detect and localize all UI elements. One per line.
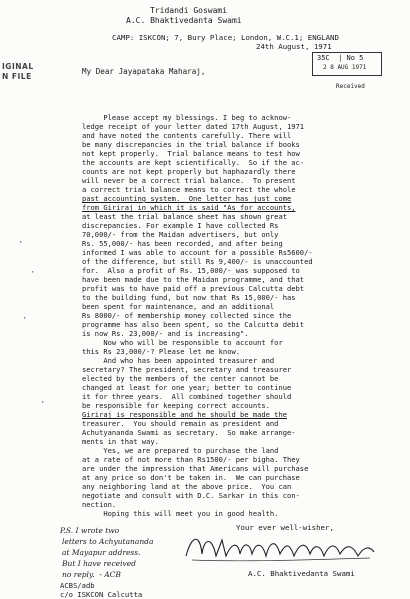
stamp-received-label: Received	[336, 83, 365, 90]
body-line: is now Rs. 23,000/- and is increasing".	[82, 329, 249, 338]
body-line: will never be a correct trial balance. To present	[82, 176, 296, 185]
margin-dot: ·	[22, 314, 28, 324]
signature-scrawl	[182, 530, 378, 564]
postscript-line: letters to Achyutananda	[62, 537, 154, 546]
body-line: nection.	[82, 500, 117, 509]
body-line: are under the impression that Americans will purchase	[82, 464, 309, 473]
margin-dot: ·	[18, 238, 24, 248]
stamp-row-2: 2 8 AUG 1971	[323, 64, 367, 71]
received-stamp	[312, 52, 382, 76]
body-line: programme has also been spent, so the Calcutta debit	[82, 320, 305, 329]
postscript-line: at Mayapur address.	[62, 548, 141, 557]
address-line: CAMP: ISKCON; 7, Bury Place; London, W.C.1; ENGLAND	[112, 33, 339, 42]
body-line: and have noted the contents carefully. There will	[82, 131, 292, 140]
body-line: Rs 8000/- of membership money collected since the	[82, 311, 292, 320]
body-line: be responsible for keeping correct accounts.	[82, 401, 270, 410]
header-line-1: Tridandi Goswami	[150, 6, 228, 15]
letter-date: 24th August, 1971	[256, 42, 332, 51]
body-line: a correct trial balance means to correct the whole	[82, 185, 296, 194]
body-line: changed at least for one year; better to continue	[82, 383, 292, 392]
body-line: Rs. 55,000/- has been recorded, and after being	[82, 239, 283, 248]
body-line: the accounts are kept scientifically. So if the ac-	[82, 158, 305, 167]
body-line: Now who will be responsible to account for	[82, 338, 283, 347]
body-line: treasurer. You should remain as president and	[82, 419, 279, 428]
margin-note-line-2: N FILE	[2, 72, 32, 81]
body-line: Achutyananda Swami as secretary. So make arrange-	[82, 428, 296, 437]
body-line: Hoping this will meet you in good health.	[82, 509, 279, 518]
body-line: informed I was able to account for a possible Rs5600/-	[82, 248, 313, 257]
margin-dot: ·	[40, 398, 46, 408]
body-line: counts are not kept properly but haphazardly there	[82, 167, 296, 176]
body-line: And who has been appointed treasurer and	[82, 356, 275, 365]
body-line: Giriraj is responsible and he should be made the	[82, 410, 287, 419]
body-line: of the difference, but still Rs 9,400/- is unaccounted	[82, 257, 313, 266]
margin-note-line-1: IGINAL	[2, 62, 34, 71]
body-line: been spent for maintenance, and an additional	[82, 302, 275, 311]
body-line: any neighboring land at the above price. You can	[82, 482, 292, 491]
body-line: discrepancies. For example I have collected Rs	[82, 221, 279, 230]
body-line: to the building fund, but now that Rs 15,000/- has	[82, 293, 296, 302]
body-line: ledge receipt of your letter dated 17th August, 1971	[82, 122, 305, 131]
body-line: from Giriraj in which it is said "As for accounts,	[82, 203, 296, 212]
postscript-line: But I have received	[62, 559, 136, 568]
initials: ACBS/adb	[60, 581, 95, 590]
body-line: negotiate and consult with D.C. Sarkar in this con-	[82, 491, 300, 500]
stamp-row-1: 35C | No 5	[317, 54, 364, 62]
signature-name: A.C. Bhaktivedanta Swami	[248, 569, 355, 578]
body-line: secretary? The president, secretary and treasurer	[82, 365, 292, 374]
closing: Your ever well-wisher,	[236, 523, 334, 532]
postscript-line: P.S. I wrote two	[60, 526, 120, 535]
body-line: it for three years. All combined together should	[82, 392, 292, 401]
body-line: not kept properly. Trial balance means to test how	[82, 149, 300, 158]
body-line: Yes, we are prepared to purchase the land	[82, 446, 279, 455]
body-line: Please accept my blessings. I beg to acknow-	[82, 113, 292, 122]
body-line: profit was to have paid off a previous Calcutta debt	[82, 284, 305, 293]
salutation: My Dear Jayapataka Maharaj,	[82, 67, 206, 76]
body-line: at a rate of not more than Rs1500/- per bigha. They	[82, 455, 300, 464]
body-line: 70,000/- from the Maidan advertisers, but only	[82, 230, 279, 239]
body-line: have been made due to the Maidan programme, and that	[82, 275, 305, 284]
body-line: ments in that way.	[82, 437, 159, 446]
carbon-copy: c/o ISKCON Calcutta	[60, 590, 143, 599]
body-line: for. Also a profit of Rs. 15,000/- was supposed to	[82, 266, 300, 275]
body-line: at any price so don't be taken in. We can purchase	[82, 473, 300, 482]
body-line: past accounting system. One letter has just come	[82, 194, 292, 203]
margin-dot: ·	[30, 268, 36, 278]
postscript-line: no reply. - ACB	[62, 570, 121, 579]
body-line: elected by the members of the center cannot be	[82, 374, 279, 383]
header-line-2: A.C. Bhaktivedanta Swami	[126, 16, 242, 25]
body-line: be many discrepancies in the trial balance if books	[82, 140, 300, 149]
body-line: at least the trial balance sheet has shown great	[82, 212, 287, 221]
body-line: this Rs 23,000/-? Please let me know.	[82, 347, 241, 356]
